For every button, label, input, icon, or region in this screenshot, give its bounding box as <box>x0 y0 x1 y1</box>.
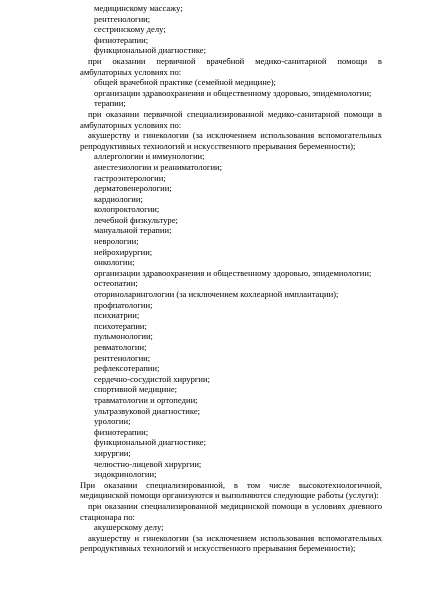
text-line: организации здравоохранения и общественному здоровью, эпидемиологии; <box>94 87 372 98</box>
text-line: функциональной диагностике; <box>94 45 207 56</box>
document-body <box>0 3 430 554</box>
text-line: при оказании первичной специализированной медико-санитарной помощи в амбулаторных условиях по: <box>80 108 382 130</box>
text-line: физиотерапии; <box>94 34 149 45</box>
text-line: акушерскому делу; <box>94 522 164 533</box>
text-line: аллергологии и иммунологии; <box>94 151 205 162</box>
text-line: хирургии; <box>94 447 131 458</box>
text-line: остеопатии; <box>94 278 138 289</box>
text-line: ультразвуковой диагностике; <box>94 405 201 416</box>
text-line: физиотерапии; <box>94 426 149 437</box>
text-line: функциональной диагностике; <box>94 437 207 448</box>
text-line: гастроэнтерологии; <box>94 172 166 183</box>
text-line: При оказании специализированной, в том числе высокотехнологичной, медицинской помощи организуются и выполняются следующие работы (услуги): <box>80 479 382 501</box>
text-line: урологии; <box>94 416 131 427</box>
text-line: анестезиологии и реаниматологии; <box>94 161 223 172</box>
text-line: челюстно-лицевой хирургии; <box>94 458 202 469</box>
text-line: нейрохирургии; <box>94 246 153 257</box>
text-line: кардиологии; <box>94 193 143 204</box>
text-line: медицинскому массажу; <box>94 3 183 13</box>
text-line: психотерапии; <box>94 320 147 331</box>
text-line: общей врачебной практике (семейной медицине); <box>94 77 276 88</box>
text-line: травматологии и ортопедии; <box>94 394 198 405</box>
text-line: терапии; <box>94 98 126 109</box>
text-line: колопроктологии; <box>94 204 160 215</box>
text-line: спортивной медицине; <box>94 384 178 395</box>
text-line: акушерству и гинекологии (за исключением использования вспомогательных репродуктивных технологий и искусственного прерывания беременности); <box>80 532 382 554</box>
text-line: рентгенологии; <box>94 13 151 24</box>
text-line: при оказании первичной врачебной медико-санитарной помощи в амбулаторных условиях по: <box>80 55 382 77</box>
text-line: ревматологии; <box>94 342 147 352</box>
text-line: пульмонологии; <box>94 331 153 342</box>
text-line: неврологии; <box>94 236 139 247</box>
text-line: акушерству и гинекологии (за исключением использования вспомогательных репродуктивных технологий и искусственного прерывания беременности); <box>80 130 382 151</box>
text-line: мануальной терапии; <box>94 225 172 236</box>
text-line: оториноларингологии (за исключением кохлеарной имплантации); <box>94 289 339 300</box>
text-line: эндокринологии; <box>94 469 157 480</box>
text-line: онкологии; <box>94 257 135 268</box>
text-line: рефлексотерапии; <box>94 363 160 374</box>
text-line: организации здравоохранения и общественному здоровью, эпидемиологии; <box>94 267 372 278</box>
text-line: сердечно-сосудистой хирургии; <box>94 373 211 384</box>
text-line: лечебной физкультуре; <box>94 214 178 225</box>
text-line: сестринскому делу; <box>94 24 166 35</box>
text-line: профпатологии; <box>94 299 153 310</box>
text-line: при оказании специализированной медицинской помощи в условиях дневного стационара по: <box>80 500 382 522</box>
text-line: рентгенологии; <box>94 352 151 363</box>
text-line: дерматовенерологии; <box>94 183 172 194</box>
text-line: психиатрии; <box>94 310 140 321</box>
